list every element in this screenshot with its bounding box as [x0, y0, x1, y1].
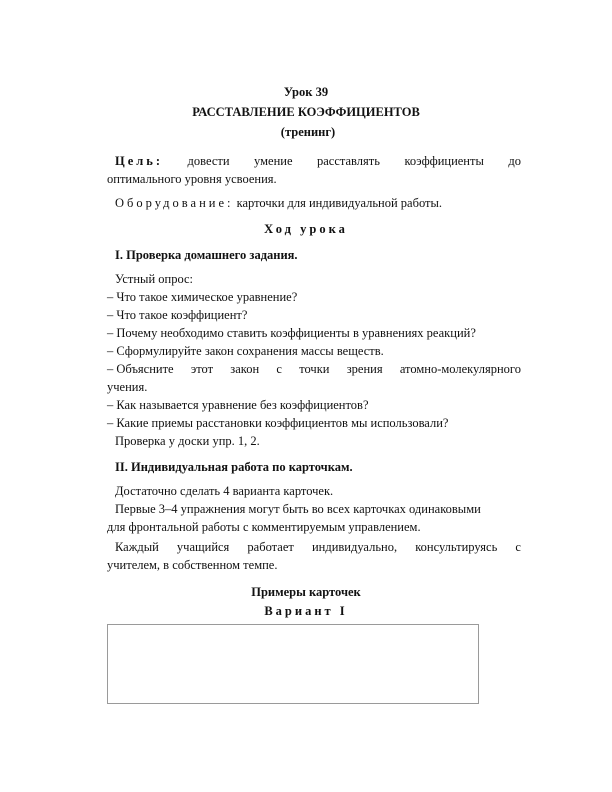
q5-word: точки	[299, 362, 330, 376]
p3-word: индивидуально,	[311, 540, 398, 554]
section2-paragraph-1: Достаточно сделать 4 варианта карточек.	[115, 484, 334, 498]
lesson-subtitle: (тренинг)	[280, 125, 336, 139]
goal-word: коэффициенты	[404, 154, 484, 168]
p3-word: с	[515, 540, 521, 554]
equipment-text: карточки для индивидуальной работы.	[236, 196, 443, 210]
card-frame	[107, 624, 479, 704]
section2-paragraph-3-line-2: учителем, в собственном темпе.	[107, 558, 278, 572]
question-5-line	[107, 361, 521, 378]
q5-word: атомно-молекулярного	[399, 362, 521, 376]
section1-heading: I. Проверка домашнего задания.	[115, 248, 298, 262]
question-4: – Сформулируйте закон сохранения массы веществ.	[107, 344, 384, 358]
variant-heading: Вариант I	[264, 604, 348, 618]
section2-heading: II. Индивидуальная работа по карточкам.	[115, 460, 353, 474]
goal-word: до	[508, 154, 521, 168]
lesson-number: Урок 39	[283, 85, 329, 99]
goal-word: расставлять	[317, 154, 380, 168]
goal-word: умение	[254, 154, 293, 168]
section2-paragraph-3	[115, 539, 521, 556]
q5-word: зрения	[346, 362, 383, 376]
question-1: – Что такое химическое уравнение?	[107, 290, 298, 304]
question-6: – Как называется уравнение без коэффициентов?	[107, 398, 369, 412]
goal-line-2: оптимального уровня усвоения.	[107, 172, 277, 186]
p3-word: консультируясь	[415, 540, 498, 554]
lesson-course-heading: Ход урока	[264, 222, 348, 236]
goal-line	[115, 153, 521, 170]
p3-word: Каждый	[115, 540, 159, 554]
section2-paragraph-2: Первые 3–4 упражнения могут быть во всех карточках одинаковыми	[115, 502, 481, 516]
equipment-label: Оборудование:	[115, 196, 234, 210]
question-5-line-2: учения.	[107, 380, 148, 394]
q5-word: закон	[230, 362, 260, 376]
board-check: Проверка у доски упр. 1, 2.	[115, 434, 260, 448]
q5-word: этот	[190, 362, 214, 376]
p3-word: работает	[247, 540, 294, 554]
goal-label: Цель:	[115, 154, 164, 168]
cards-heading: Примеры карточек	[251, 585, 361, 599]
question-2: – Что такое коэффициент?	[107, 308, 248, 322]
question-7: – Какие приемы расстановки коэффициентов мы использовали?	[107, 416, 449, 430]
section2-paragraph-2-line-2: для фронтальной работы с комментируемым управлением.	[107, 520, 421, 534]
equipment-line	[115, 195, 521, 212]
p3-word: учащийся	[176, 540, 230, 554]
question-3: – Почему необходимо ставить коэффициенты в уравнениях реакций?	[107, 326, 476, 340]
q5-word: – Объясните	[107, 362, 174, 376]
goal-word: довести	[187, 154, 230, 168]
lesson-title: РАССТАВЛЕНИЕ КОЭФФИЦИЕНТОВ	[192, 105, 420, 119]
q5-word: с	[276, 362, 282, 376]
oral-intro: Устный опрос:	[115, 272, 194, 286]
